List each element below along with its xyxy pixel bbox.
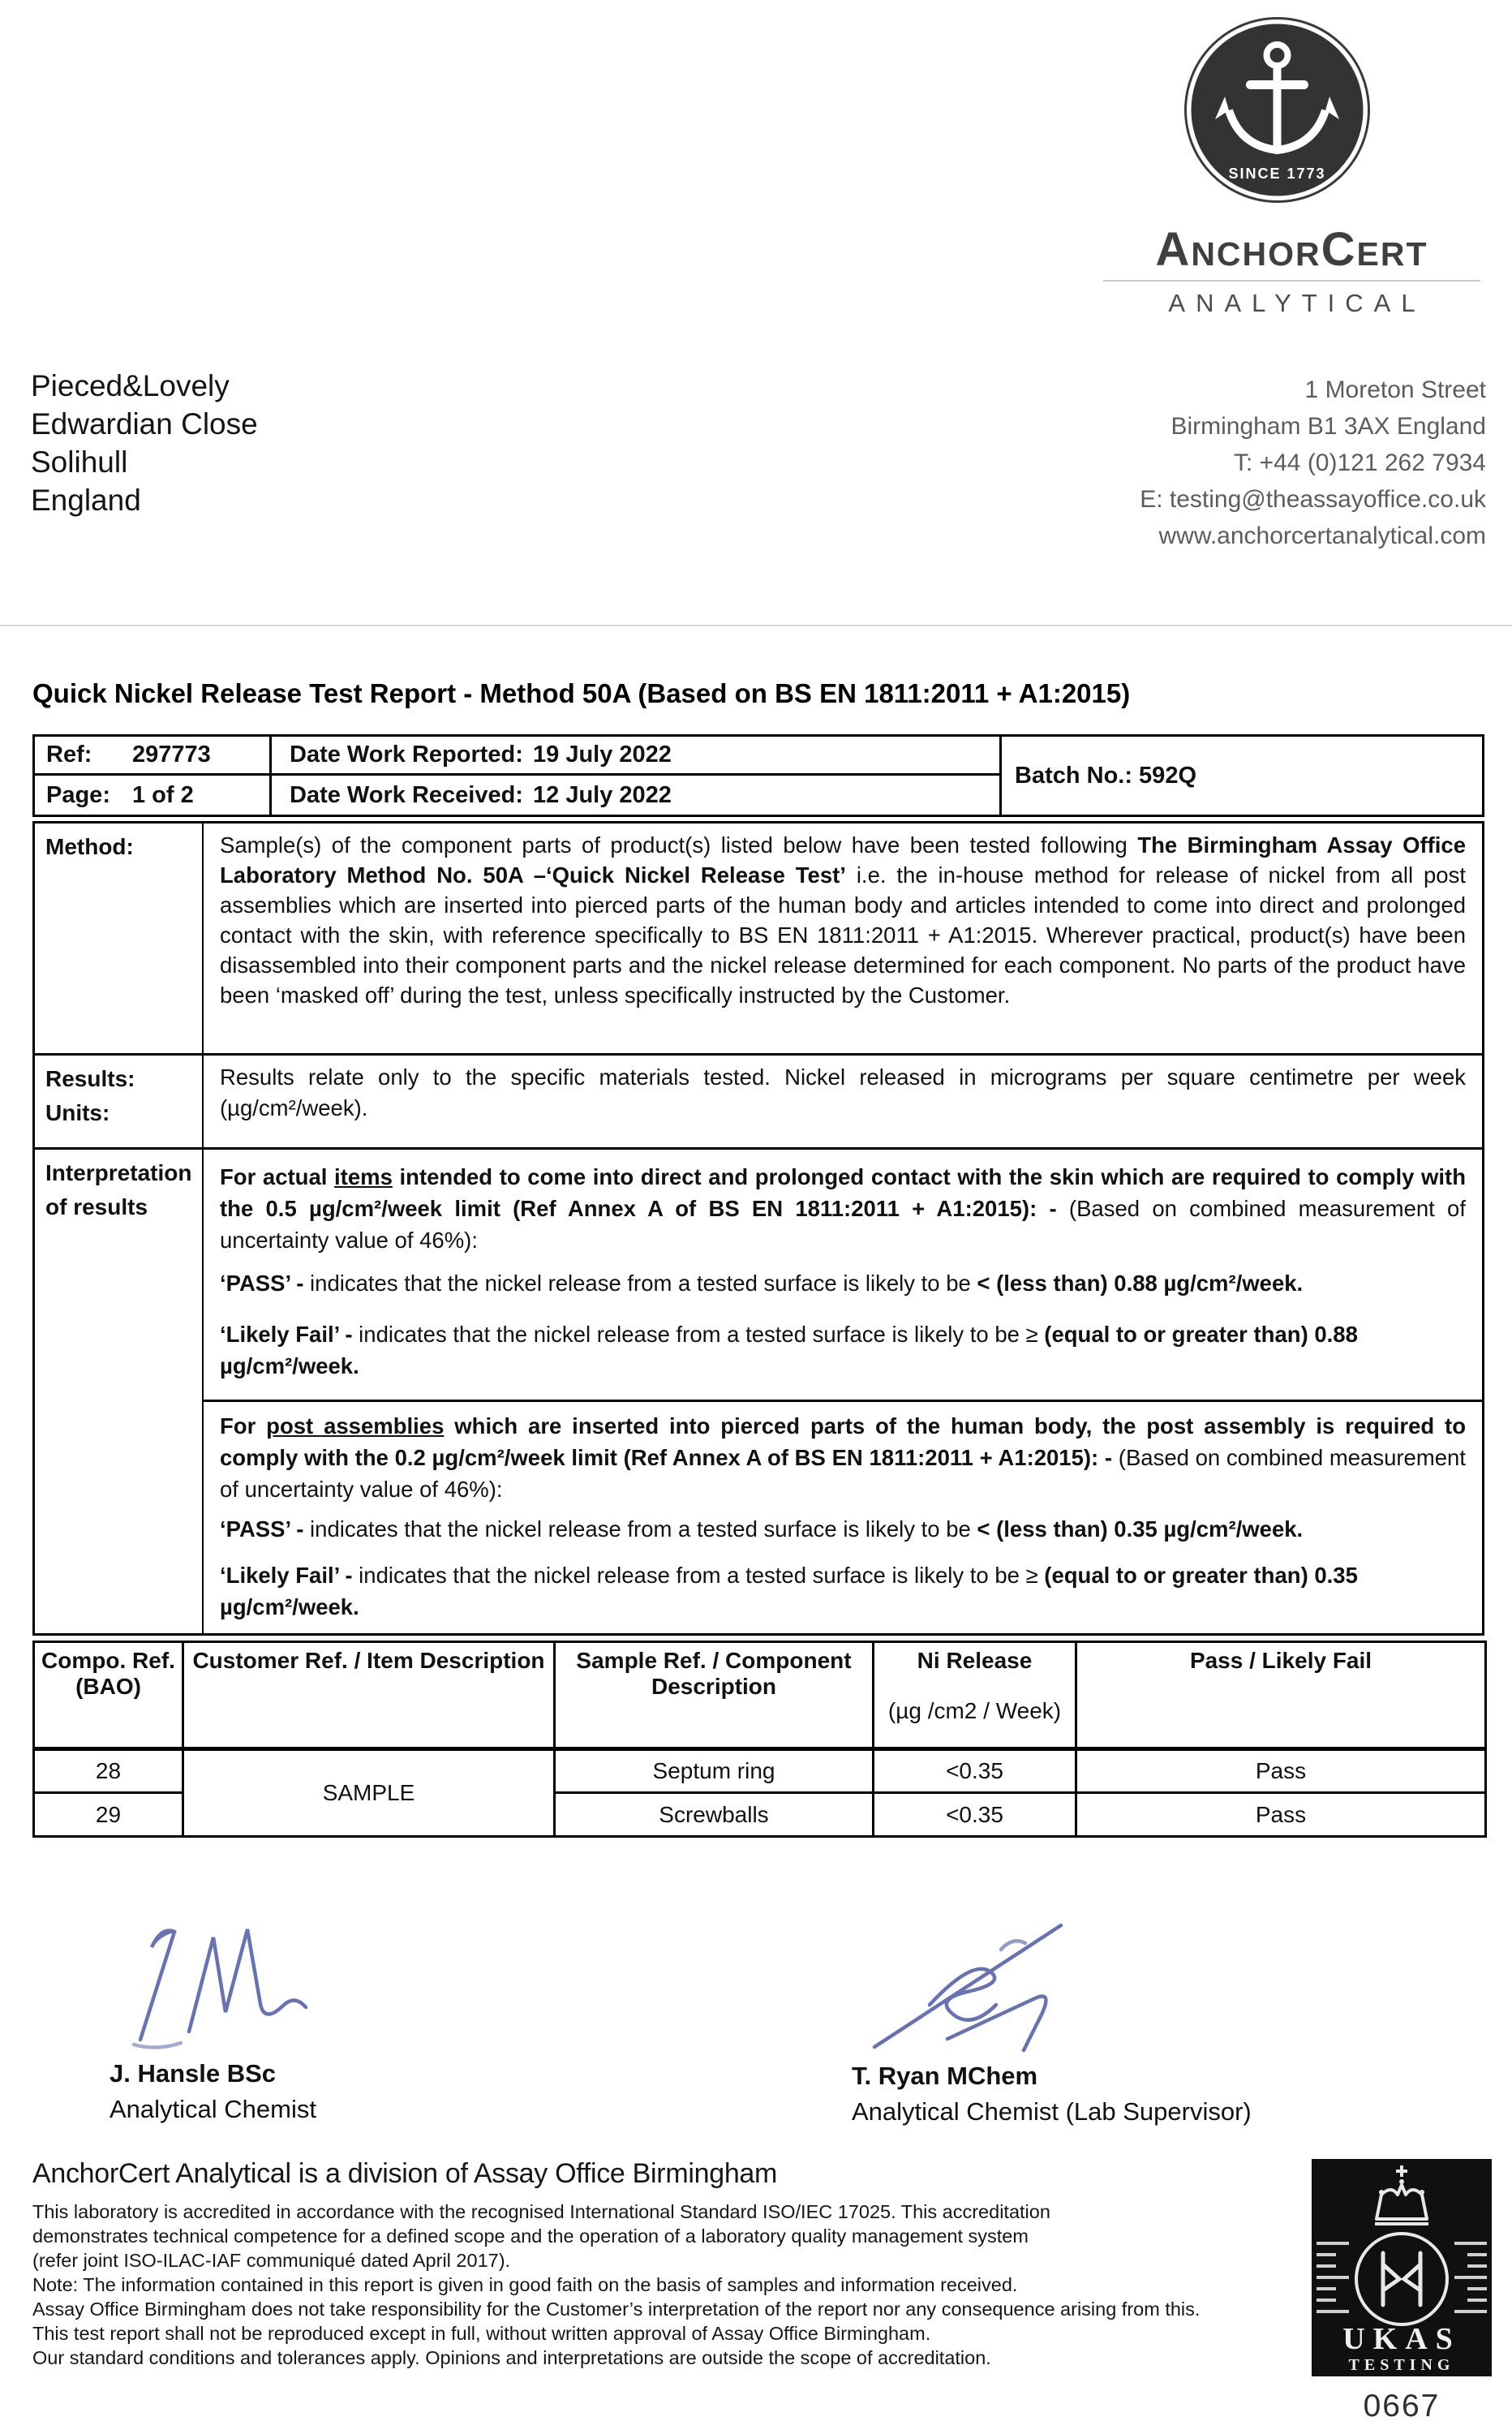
cell-ni-release: <0.35 [874,1793,1076,1837]
ref-value: 297773 [132,742,211,768]
ukas-testing-icon [1312,2159,1492,2376]
signature-scribble-icon [852,1903,1136,2057]
results-units-label [35,1056,204,1147]
header-pass-fail: Pass / Likely Fail [1076,1642,1486,1749]
date-reported-label: Date Work Reported: [290,742,523,768]
signatory-name: T. Ryan MChem [852,2062,1038,2090]
posts-pass-definition: ‘PASS’ - indicates that the nickel release from a tested surface is likely to be < (less than) 0.35 µg/cm²/week. [220,1516,1304,1542]
signature-block-right [852,1903,1252,2127]
header-sample-ref: Sample Ref. / Component Description [555,1642,874,1749]
ukas-category-text: TESTING [1348,2356,1455,2374]
items-fail-definition: ‘Likely Fail’ - indicates that the nickel release from a tested surface is likely to be ≥ (equal to or greater than) 0.88 µg/cm²/week. [220,1322,1358,1378]
footer-note-line: Our standard conditions and tolerances apply. Opinions and interpretations are outside the scope of accreditation. [32,2347,991,2368]
posts-fail-definition: ‘Likely Fail’ - indicates that the nickel release from a tested surface is likely to be ≥ (equal to or greater than) 0.35 µg/cm²/week. [220,1563,1358,1619]
header-customer-ref: Customer Ref. / Item Description [183,1642,555,1749]
brand-divider [1103,280,1480,282]
header-ni-release: Ni Release (µg /cm2 / Week) [874,1642,1076,1749]
method-row [35,824,1482,1056]
signature-scribble-icon [110,1908,345,2054]
page-value: 1 of 2 [132,781,194,808]
customer-address [31,367,258,519]
cell-result: Pass [1076,1793,1486,1837]
reference-table [32,734,1484,817]
contact-city: Birmingham B1 3AX England [1171,413,1486,440]
results-units-row [35,1056,1482,1150]
cell-customer-ref: SAMPLE [183,1749,555,1837]
method-text-pre: Sample(s) of the component parts of product(s) listed below have been tested following [220,832,1138,858]
page-cell [35,776,272,815]
footer-note-line: demonstrates technical competence for a defined scope and the operation of a laboratory quality management system [32,2225,1029,2247]
footer [32,2158,1314,2370]
ukas-number: 0667 [1363,2389,1441,2423]
address-line: Pieced&Lovely [31,369,230,402]
address-line: England [31,484,141,517]
address-line: Solihull [31,445,128,479]
items-intro: For actual items intended to come into direct and prolonged contact with the skin which are required to comply with the 0.5 µg/cm²/week limit (Ref Annex A of BS EN 1811:2011 + A1:2015): - (Based on combined measurement of uncertainty value of 46%): [220,1164,1466,1253]
footer-heading: AnchorCert Analytical is a division of Assay Office Birmingham [32,2158,778,2189]
anchor-icon [1182,15,1372,205]
interpretation-posts-box [204,1400,1482,1631]
date-received-label: Date Work Received: [290,781,523,808]
date-received-value: 12 July 2022 [533,781,672,808]
method-label: Method: [35,824,204,1053]
cell-compo-ref: 28 [34,1749,183,1793]
address-line: Edwardian Close [31,407,258,441]
cell-ni-release: <0.35 [874,1749,1076,1793]
posts-intro: For post assemblies which are inserted into pierced parts of the human body, the post assembly is required to comply with the 0.2 µg/cm²/week limit (Ref Annex A of BS EN 1811:2011 + A1:2015): - (Based on combined measurement of uncertainty value of 46%): [220,1413,1467,1502]
results-table [32,1641,1487,1838]
method-text-post: i.e. the in-house method for release of nickel from all post assemblies which are inserted into pierced parts of the human body and articles intended to come into direct and prolonged contact with the skin, with reference specifically to BS EN 1811:2011 + A1:2015. Wherever practical, product(s) have been disassembled into their component parts and the nickel release determined for each component. No parts of the product have been ‘masked off’ during the test, unless specifically instructed by the Customer. [220,862,1466,1008]
signatory-title: Analytical Chemist [110,2095,316,2123]
header-compo-ref: Compo. Ref. (BAO) [34,1642,183,1749]
footer-note-line: (refer joint ISO-ILAC-IAF communiqué dated April 2017). [32,2250,511,2271]
ref-cell [35,737,272,776]
method-text-bold: The Birmingham Assay Office Laboratory Method No. 50A –‘Quick Nickel Release Test’ [220,832,1467,888]
results-label: Results: [45,1066,135,1091]
ukas-accreditation-logo [1312,2159,1492,2424]
date-received-cell [272,776,1002,815]
ukas-name-text: UKAS [1342,2322,1461,2356]
letterhead-divider [0,625,1512,626]
contact-website: www.anchorcertanalytical.com [1158,522,1486,549]
table-row [34,1749,1486,1793]
ref-label: Ref: [46,742,92,768]
interpretation-row [35,1150,1482,1633]
cell-compo-ref: 29 [34,1793,183,1837]
cell-component: Screwballs [555,1793,874,1837]
method-table [32,821,1484,1636]
footer-note-line: This test report shall not be reproduced except in full, without written approval of Assay Office Birmingham. [32,2323,931,2344]
date-reported-value: 19 July 2022 [533,742,672,768]
logo-since-text: SINCE 1773 [1228,166,1326,182]
results-units-text: Results relate only to the specific materials tested. Nickel released in micrograms per square centimetre per week (µg/cm²/week). [220,1064,1466,1120]
report-title: Quick Nickel Release Test Report - Method 50A (Based on BS EN 1811:2011 + A1:2015) [32,678,1131,708]
page-label: Page: [46,781,110,808]
contact-phone: T: +44 (0)121 262 7934 [1233,449,1486,476]
brand-name: AnchorCert [1155,223,1428,276]
signatory-name: J. Hansle BSc [110,2059,277,2088]
footer-note-line: This laboratory is accredited in accordance with the recognised International Standard ISO/IEC 17025. This accreditation [32,2201,1050,2222]
interpretation-label: Interpretation of results [35,1150,204,1633]
interpretation-items-box [204,1150,1482,1400]
brand-subtitle: ANALYTICAL [1168,289,1426,317]
units-label: Units: [45,1100,110,1125]
results-header-row [34,1642,1486,1749]
anchorcert-logo [1103,15,1480,318]
method-text [204,824,1482,1053]
cell-component: Septum ring [555,1749,874,1793]
contact-email: E: testing@theassayoffice.co.uk [1140,486,1486,513]
contact-street: 1 Moreton Street [1304,376,1486,403]
date-reported-cell [272,737,1002,776]
footer-note-line: Note: The information contained in this report is given in good faith on the basis of samples and information received. [32,2274,1018,2295]
signatory-title: Analytical Chemist (Lab Supervisor) [852,2097,1252,2126]
items-pass-definition: ‘PASS’ - indicates that the nickel release from a tested surface is likely to be < (less than) 0.88 µg/cm²/week. [220,1271,1304,1296]
footer-note-line: Assay Office Birmingham does not take responsibility for the Customer’s interpretation of the report nor any consequence arising from this. [32,2299,1201,2320]
interpretation-content [204,1150,1482,1633]
signature-block-left [110,1908,345,2124]
lab-contact [1140,372,1486,554]
batch-cell: Batch No.: 592Q [1015,762,1196,789]
cell-result: Pass [1076,1749,1486,1793]
